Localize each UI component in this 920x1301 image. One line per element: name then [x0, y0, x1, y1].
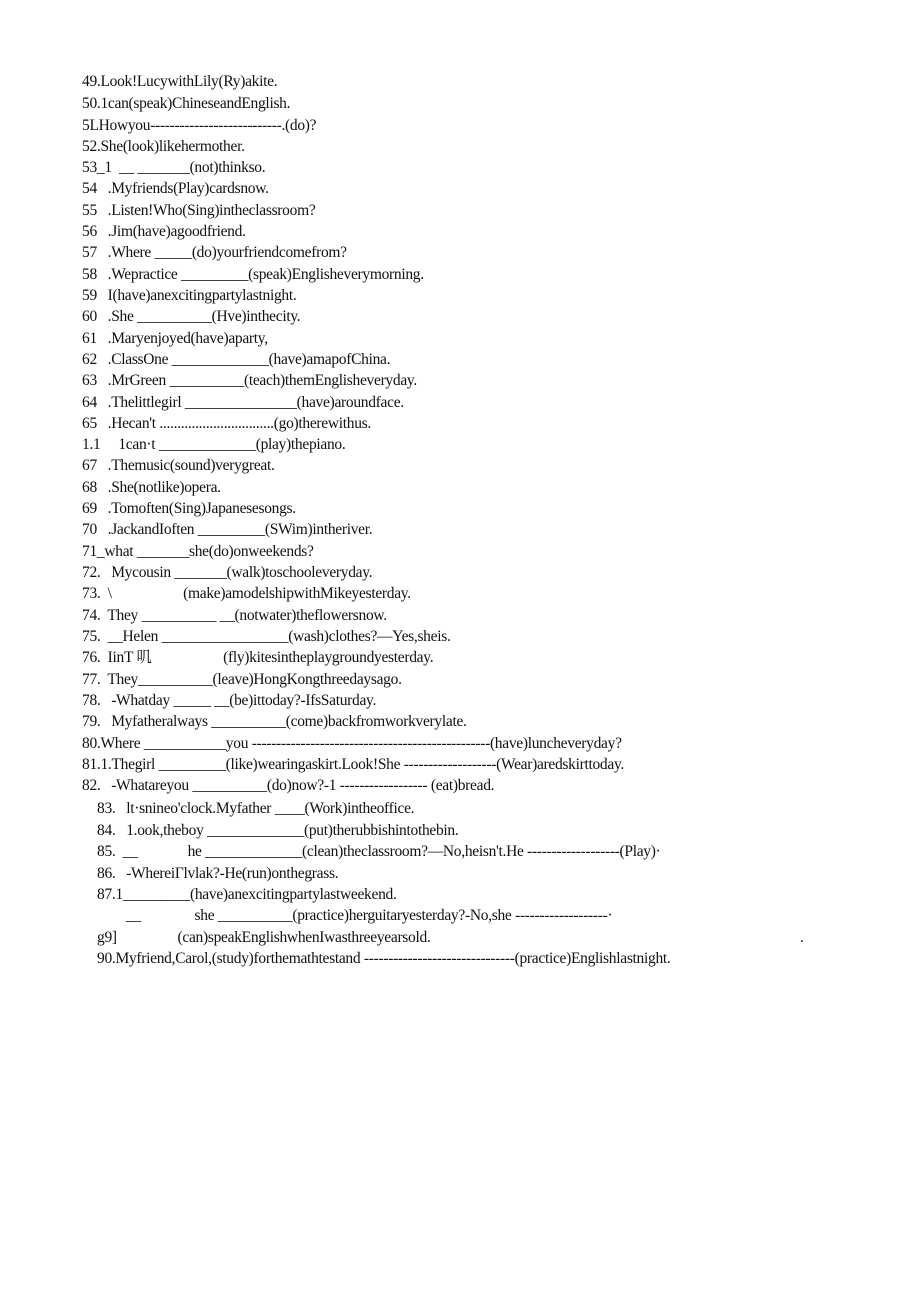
question-54: 54 .Myfriends(Play)cardsnow. — [82, 180, 269, 197]
question-78: 78. -Whatday _____ __(be)ittoday?-IfsSaturday. — [82, 692, 377, 709]
question-86: 86. -WhereiΓlvlak?-He(run)onthegrass. — [97, 865, 339, 882]
question-77: 77. They__________(leave)HongKongthreedaysago. — [82, 671, 402, 688]
question-89: g9] (can)speakEnglishwhenIwasthreeyearsold. — [97, 929, 431, 946]
question-51: 5LHowyou---------------------------.(do)? — [82, 117, 317, 134]
question-59: 59 I(have)anexcitingpartylastnight. — [82, 287, 297, 304]
question-75: 75. __Helen _________________(wash)clothes?—Yes,sheis. — [82, 628, 451, 645]
question-60: 60 .She __________(Hve)inthecity. — [82, 308, 301, 325]
question-87: 87.1_________(have)anexcitingpartylastweekend. — [97, 886, 397, 903]
question-68: 68 .She(notlike)opera. — [82, 479, 221, 496]
question-63: 63 .MrGreen __________(teach)themEnglisheveryday. — [82, 372, 417, 389]
question-66: 1.1 1can·t _____________(play)thepiano. — [82, 436, 346, 453]
question-69: 69 .Tomoften(Sing)Japanesesongs. — [82, 500, 296, 517]
question-62: 62 .ClassOne _____________(have)amapofChina. — [82, 351, 391, 368]
question-73: 73. \ (make)amodelshipwithMikeyesterday. — [82, 585, 411, 602]
question-83: 83. lt·snineo'clock.Myfather ____(Work)intheoffice. — [97, 800, 415, 817]
question-84: 84. 1.ook,theboy _____________(put)therubbishintothebin. — [97, 822, 459, 839]
question-57: 57 .Where _____(do)yourfriendcomefrom? — [82, 244, 347, 261]
question-67: 67 .Themusic(sound)verygreat. — [82, 457, 275, 474]
question-61: 61 .Maryenjoyed(have)aparty, — [82, 330, 268, 347]
question-56: 56 .Jim(have)agoodfriend. — [82, 223, 246, 240]
question-71: 71_what _______she(do)onweekends? — [82, 543, 314, 560]
question-52: 52.She(look)likehermother. — [82, 138, 245, 155]
question-80: 80.Where ___________you -------------------------------------------------(have)luncheveryday? — [82, 735, 622, 752]
question-65: 65 .Hecan't ................................(go)therewithus. — [82, 415, 371, 432]
question-49: 49.Look!LucywithLily(Ry)akite. — [82, 73, 278, 90]
question-55: 55 .Listen!Who(Sing)intheclassroom? — [82, 202, 316, 219]
trailing-dot: . — [800, 929, 804, 946]
question-58: 58 .Wepractice _________(speak)Englisheverymorning. — [82, 266, 424, 283]
question-64: 64 .Thelittlegirl _______________(have)aroundface. — [82, 394, 404, 411]
question-82: 82. -Whatareyou __________(do)now?-1 ------------------ (eat)bread. — [82, 777, 495, 794]
question-76: 76. IinT 叽 (fly)kitesintheplaygroundyesterday. — [82, 649, 434, 666]
question-90: 90.Myfriend,Carol,(study)forthemathtestand -------------------------------(practice)Englishlastnight. — [97, 950, 671, 967]
question-70: 70 .JackandIoften _________(SWim)intheriver. — [82, 521, 373, 538]
question-85: 85. __ he _____________(clean)theclassroom?—No,heisn't.He -------------------(Play)· — [97, 843, 661, 860]
question-50: 50.1can(speak)ChineseandEnglish. — [82, 95, 291, 112]
question-88: __ she __________(practice)herguitaryesterday?-No,she -------------------· — [126, 907, 613, 924]
question-72: 72. Mycousin _______(walk)toschooleveryday. — [82, 564, 373, 581]
question-74: 74. They __________ __(notwater)theflowersnow. — [82, 607, 387, 624]
question-81: 81.1.Thegirl _________(like)wearingaskirt.Look!She -------------------(Wear)aredskirttoday. — [82, 756, 624, 773]
question-79: 79. Myfatheralways __________(come)backfromworkverylate. — [82, 713, 467, 730]
question-53: 53_1 __ _______(not)thinkso. — [82, 159, 266, 176]
